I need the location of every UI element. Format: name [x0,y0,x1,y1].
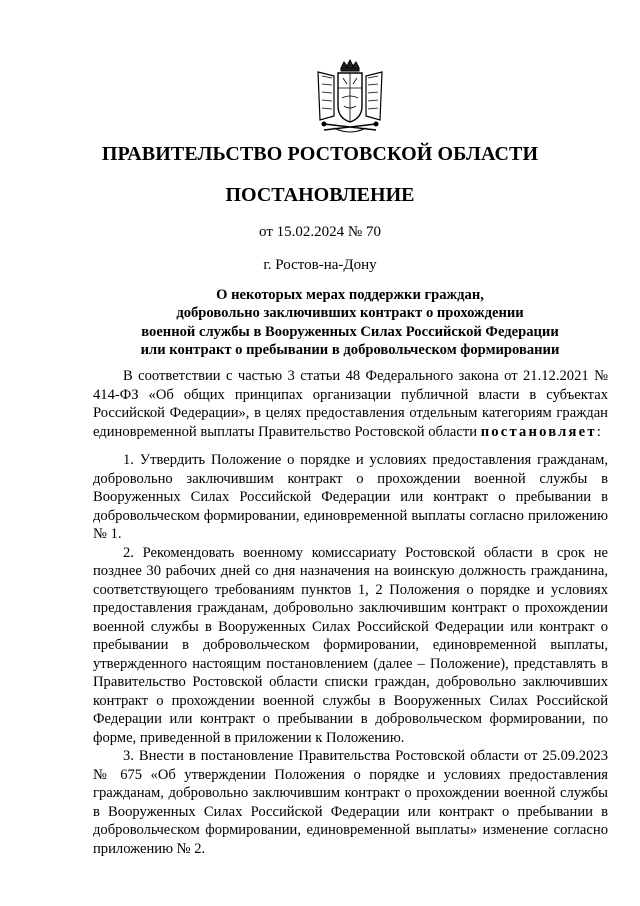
item-paragraph: 1. Утвердить Положение о порядке и условиях предоставления гражданам, добровольно заключившим контракт о прохождении военной службы в Вооруженных Силах Российской Федерации или контракт о пребывании в добровольческом формировании, единовременной выплаты согласно приложению № 1. [93,452,608,542]
document-date-number: от 15.02.2024 № 70 [259,224,381,240]
preamble-text: В соответствии с частью 3 статьи 48 Федерального закона от 21.12.2021 № 414-ФЗ «Об общих принципах организации публичной власти в субъектах Российской Федерации», в целях предоставления отдельным категориям граждан единовременной выплаты Правительство Ростовской области [93,368,608,440]
item-paragraph: 2. Рекомендовать военному комиссариату Ростовской области в срок не позднее 30 рабочих дней со дня назначения на воинскую должность гражданина, соответствующего требованиям пунктов 1, 2 Положения о порядке и условиях предоставления гражданам, добровольно заключившим контракт о прохождении военной службы в Вооруженных Силах Российской Федерации или контракт о пребывании в добровольческом формировании, единовременной выплаты, утвержденного настоящим постановлением (далее – Положение), представлять в Правительство Ростовской области списки граждан, добровольно заключивших контракт о прохождении военной службы в Вооруженных Силах Российской Федерации или контракт о пребывании в добровольческом формировании, по форме, приведенной в приложении к Положению. [93,544,608,746]
subject-line: О некоторых мерах поддержки граждан, [216,287,484,303]
item-paragraph: 3. Внести в постановление Правительства Ростовской области от 25.09.2023 № 675 «Об утверждении Положения о порядке и условиях предоставления гражданам, добровольно заключившим контракт о прохождении военной службы в Вооруженных Силах Российской Федерации или контракт о пребывании в добровольческом формировании, единовременной выплаты» изменение согласно приложению № 2. [93,748,608,857]
coat-of-arms-icon [314,58,386,138]
subject-line: или контракт о пребывании в добровольческом формировании [140,341,560,358]
document-body [93,367,608,858]
subject-line: добровольно заключивших контракт о прохождении [176,305,524,322]
preamble-paragraph [93,367,608,441]
resolves-word: постановляет [480,423,597,440]
document-type-title: ПОСТАНОВЛЕНИЕ [225,184,415,206]
document-city: г. Ростов-на-Дону [263,257,377,273]
document-subject [60,286,640,359]
subject-line: военной службы в Вооруженных Силах Российской Федерации [141,323,559,340]
resolves-suffix: : [596,423,601,440]
organization-title: ПРАВИТЕЛЬСТВО РОСТОВСКОЙ ОБЛАСТИ [101,143,539,165]
